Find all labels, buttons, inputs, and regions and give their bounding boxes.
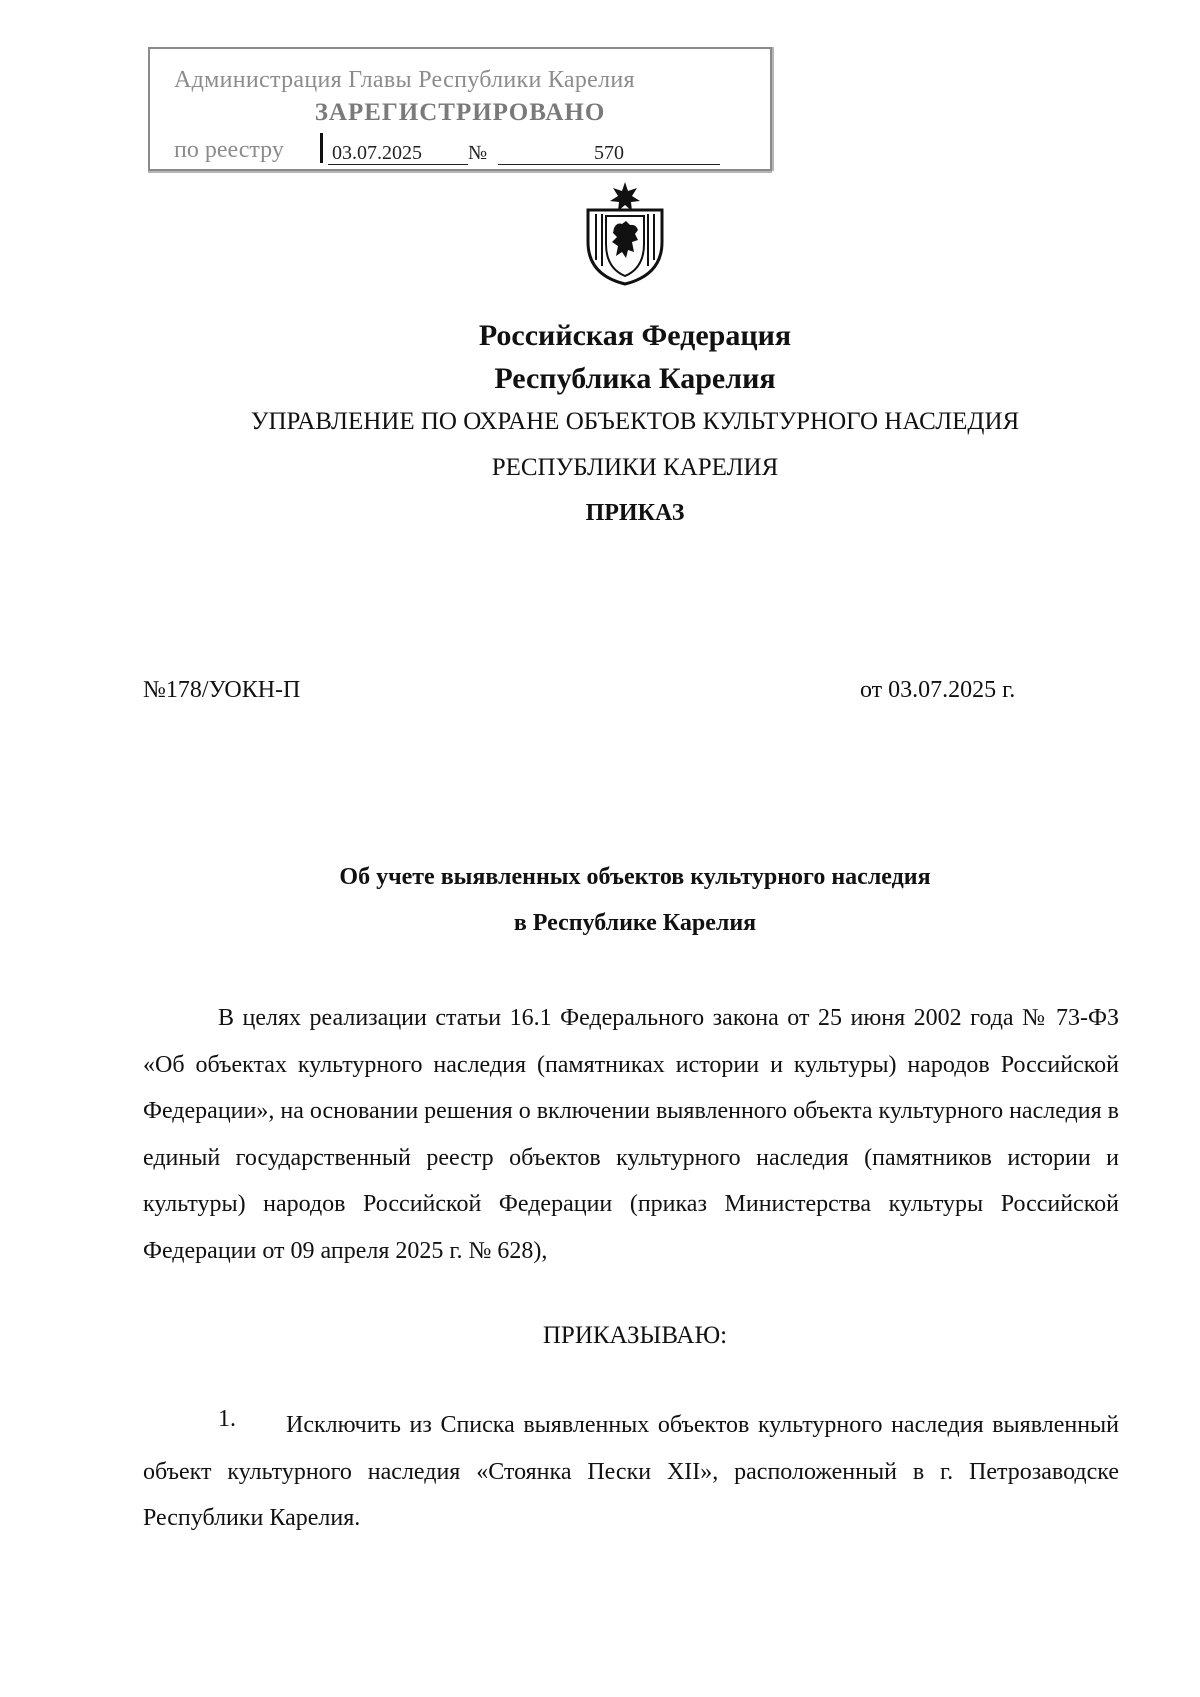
stamp-divider xyxy=(320,133,323,163)
stamp-date: 03.07.2025 xyxy=(328,142,468,165)
republic-title: Республика Карелия xyxy=(494,362,776,395)
karelia-coat-of-arms-icon xyxy=(580,180,670,288)
list-item-number: 1. xyxy=(218,1406,236,1432)
document-title-line2: в Республике Карелия xyxy=(513,910,757,936)
document-title-line1: Об учете выявленных объектов культурного наследия xyxy=(339,864,931,890)
order-word: ПРИКАЗЫВАЮ: xyxy=(542,1322,728,1349)
document-type: ПРИКАЗ xyxy=(585,500,685,526)
stamp-number-sign: № xyxy=(468,142,488,164)
order-number: №178/УОКН-П xyxy=(143,677,301,703)
country-title: Российская Федерация xyxy=(478,319,792,352)
agency-name-line1: УПРАВЛЕНИЕ ПО ОХРАНЕ ОБЪЕКТОВ КУЛЬТУРНОГО НАСЛЕДИЯ xyxy=(250,408,1020,435)
stamp-registered-label: ЗАРЕГИСТРИРОВАНО xyxy=(314,99,606,126)
preamble-paragraph: В целях реализации статьи 16.1 Федерального закона от 25 июня 2002 года № 73-ФЗ «Об объектах культурного наследия (памятниках истории и культуры) народов Российской Федерации», на основании решения о включении выявленного объекта культурного наследия в единый государственный реестр объектов культурного наследия (памятников истории и культуры) народов Российской Федерации (приказ Министерства культуры Российской Федерации от 09 апреля 2025 г. № 628), xyxy=(143,1005,1119,1264)
stamp-number: 570 xyxy=(498,142,720,165)
registration-stamp xyxy=(148,47,772,171)
list-item: Исключить из Списка выявленных объектов культурного наследия выявленный объект культурного наследия «Стоянка Пески XII», расположенный в г. Петрозаводске Республики Карелия. xyxy=(143,1412,1119,1531)
stamp-registry-label: по реестру xyxy=(174,137,284,163)
order-date: от 03.07.2025 г. xyxy=(860,677,1016,703)
agency-name-line2: РЕСПУБЛИКИ КАРЕЛИЯ xyxy=(491,454,779,481)
stamp-organization: Администрация Главы Республики Карелия xyxy=(174,67,635,93)
